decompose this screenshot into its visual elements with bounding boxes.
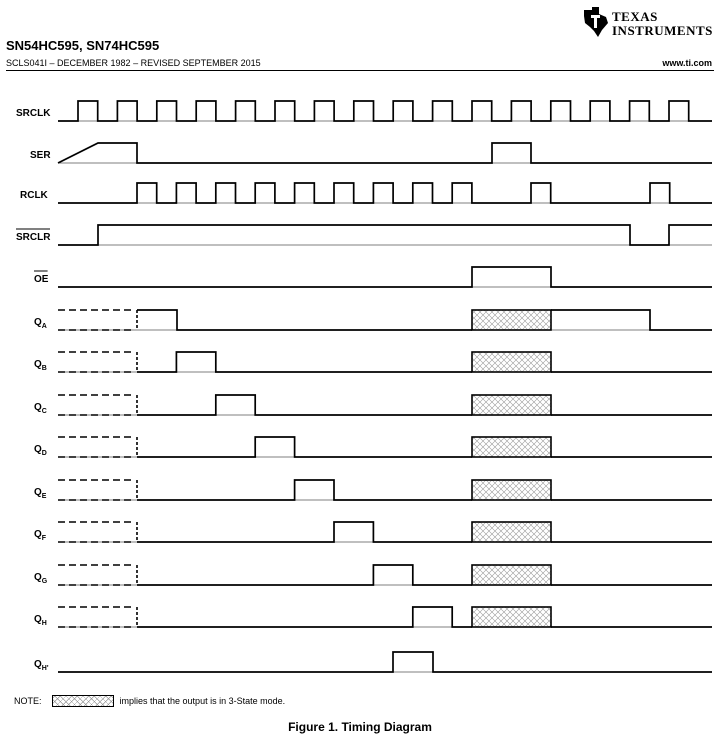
three-state-region xyxy=(472,522,551,542)
logo-line-2: INSTRUMENTS xyxy=(612,23,713,38)
three-state-swatch xyxy=(52,695,114,707)
part-title: SN54HC595, SN74HC595 xyxy=(6,38,160,53)
signal-waveform xyxy=(58,183,712,203)
three-state-region xyxy=(472,607,551,627)
signal-waveform xyxy=(58,101,712,121)
signal-waveform xyxy=(58,143,712,163)
signal-qa xyxy=(58,310,712,330)
signal-waveform xyxy=(137,480,712,500)
signal-waveform xyxy=(137,310,712,330)
signal-label: SER xyxy=(30,150,51,161)
signal-srclk xyxy=(58,101,712,121)
signal-label: $Q_A$ xyxy=(34,317,47,330)
signal-label: RCLK xyxy=(20,190,48,201)
note xyxy=(14,695,285,707)
signal-waveform xyxy=(137,395,712,415)
three-state-region xyxy=(472,480,551,500)
three-state-region xyxy=(472,395,551,415)
signal-waveform xyxy=(137,522,712,542)
signal-waveform xyxy=(137,352,712,372)
note-text: implies that the output is in 3-State mode. xyxy=(119,696,286,706)
signal-label: OE xyxy=(34,274,49,285)
signal-label: SRCLR xyxy=(16,232,51,243)
signal-waveform xyxy=(58,225,712,245)
signal-waveform xyxy=(58,652,712,672)
signal-qb xyxy=(58,352,712,372)
signal-qh xyxy=(58,607,712,627)
signal-qh- xyxy=(58,652,712,672)
website-link[interactable]: www.ti.com xyxy=(662,58,712,68)
three-state-region xyxy=(472,437,551,457)
signal-label: SRCLK xyxy=(16,108,51,119)
three-state-region xyxy=(472,310,551,330)
signal-label: $Q_D$ xyxy=(34,444,47,457)
signal-label: $Q_C$ xyxy=(34,402,47,415)
three-state-region xyxy=(472,352,551,372)
signal-label: $Q_B$ xyxy=(34,359,47,372)
signal-srclr xyxy=(58,225,712,245)
signal-qe xyxy=(58,480,712,500)
signal-waveform xyxy=(137,607,712,627)
signal-ser xyxy=(58,143,712,163)
signal-label: $Q_{H'}$ xyxy=(34,659,49,672)
signal-qc xyxy=(58,395,712,415)
signal-label: $Q_E$ xyxy=(34,487,47,500)
signal-label: $Q_G$ xyxy=(34,572,48,585)
signal-waveform xyxy=(137,437,712,457)
signal-label: $Q_F$ xyxy=(34,529,47,542)
signal-waveform xyxy=(137,565,712,585)
three-state-region xyxy=(472,565,551,585)
signal-rclk xyxy=(58,183,712,203)
figure-caption: Figure 1. Timing Diagram xyxy=(288,720,432,734)
doc-revision: SCLS041I – DECEMBER 1982 – REVISED SEPTEMBER 2015 xyxy=(6,58,261,68)
signal-oe xyxy=(58,267,712,287)
signal-qd xyxy=(58,437,712,457)
signal-waveform xyxy=(58,267,712,287)
signal-label: $Q_H$ xyxy=(34,614,47,627)
signal-qf xyxy=(58,522,712,542)
signal-qg xyxy=(58,565,712,585)
logo-line-1: TEXAS xyxy=(612,9,658,24)
note-label: NOTE: xyxy=(14,696,42,706)
